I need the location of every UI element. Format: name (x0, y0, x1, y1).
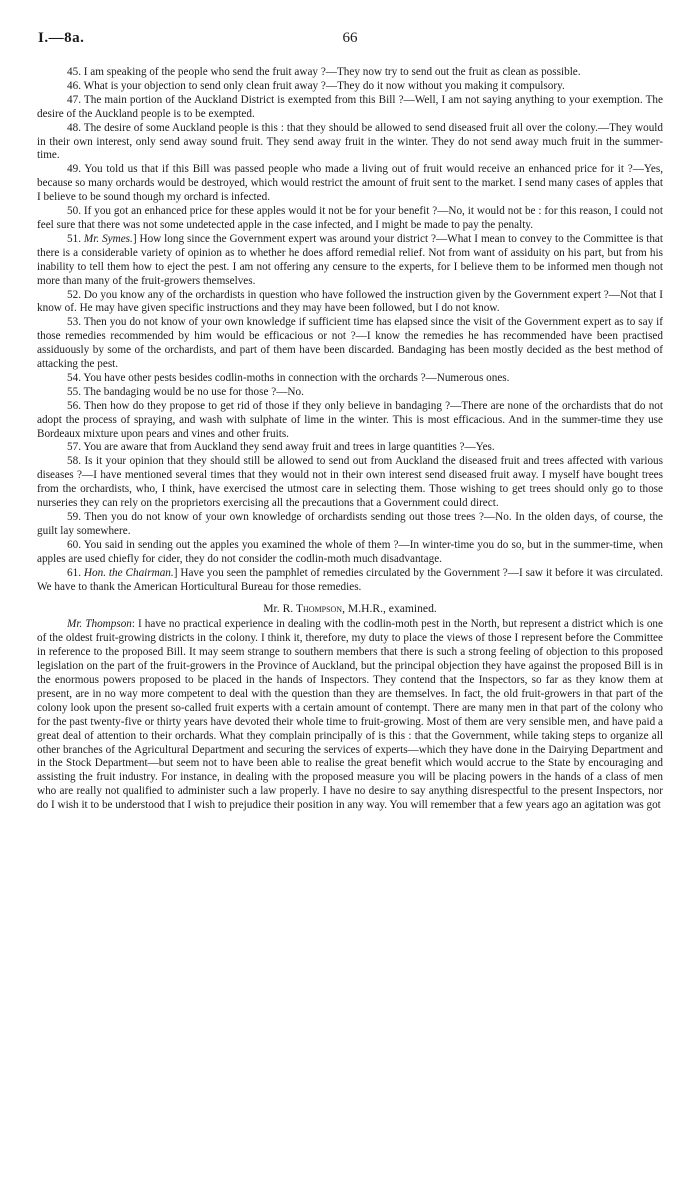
paragraph-55: 55. The bandaging would be no use for those ?—No. (67, 385, 304, 398)
document-body (37, 66, 663, 813)
paragraph-text: ] Have you seen the pamphlet of remedies circulated by the Government ?—I saw it before it was circulated. We have to thank the American Horticultural Bureau for those remedies. (37, 566, 663, 593)
paragraph-48: 48. The desire of some Auckland people is this : that they should be allowed to send diseased fruit all over the colony.—They would in their own interest, only send away sound fruit. They send away fruit in the winter. They do not send away much fruit in the summer-time. (37, 121, 663, 162)
document-reference: I.—8a. (38, 30, 85, 46)
paragraph-57: 57. You are aware that from Auckland they send away fruit and trees in large quantities ?—Yes. (67, 441, 495, 454)
paragraph-46: 46. What is your objection to send only clean fruit away ?—They do it now without you making it compulsory. (67, 79, 565, 92)
question-number: 51. (67, 232, 81, 245)
paragraph-53: 53. Then you do not know of your own knowledge if sufficient time has elapsed since the visit of the Government expert as to say if those remedies recommended by him would be efficacious or not ?—I know the remedies he has recommended have been practised assiduously by some of the orchardists, and part of them have been discarded. Bandaging has been mostly decided as the best method of attacking the pest. (37, 316, 663, 371)
question-number: 61. (67, 566, 81, 579)
section-heading: Mr. R. Thompson, M.H.R., examined. (263, 602, 437, 616)
paragraph-47: 47. The main portion of the Auckland District is exempted from this Bill ?—Well, I am not saying anything to your exemption. The desire of the Auckland people is to be exempted. (37, 93, 663, 120)
paragraph-49: 49. You told us that if this Bill was passed people who made a living out of fruit would receive an enhanced price for it ?—Yes, because so many orchards would be destroyed, which would restrict the amount of fruit sent to the market. I send many cases of apples that I believe to be sound though my orchard is infected. (37, 163, 663, 204)
paragraph-text: ] How long since the Government expert was around your district ?—What I mean to convey to the Committee is that there is a considerable variety of opinion as to whether he does afford remedial relief. Not from want of assiduity on his part, but from his inability to tell them how to eject the pest. I am not offering any censure to the experts, for I believe them to be informed men though not more than many of the fruit-growers themselves. (37, 232, 664, 287)
paragraph-52: 52. Do you know any of the orchardists in question who have followed the instruction given by the Government expert ?—Not that I know of. He may have given specific instructions and they may have been followed, but I do not know. (37, 288, 663, 315)
paragraph-59: 59. Then you do not know of your own knowledge of orchardists sending out those trees ?—No. In the olden days, of course, the guilt lay somewhere. (37, 511, 663, 537)
speaker-name: Mr. Symes. (83, 232, 133, 245)
witness-name: R. Thompson (282, 602, 343, 616)
paragraph-61 (37, 567, 663, 595)
statement-paragraph (37, 618, 663, 813)
paragraph-54: 54. You have other pests besides codlin-moths in connection with the orchards ?—Numerous ones. (67, 371, 510, 384)
paragraph-45: 45. I am speaking of the people who send the fruit away ?—They now try to send out the fruit as clean as possible. (67, 66, 581, 78)
paragraph-50: 50. If you got an enhanced price for these apples would it not be for your benefit ?—No, it would not be : for this reason, I could not feel sure that there was not some undetected apple in the case infected, and I might be made to pay the penalty. (37, 205, 663, 231)
paragraph-text: : I have no practical experience in dealing with the codlin-moth pest in the North, but represent a district which is one of the oldest fruit-growing districts in the colony. I think it, therefore, my duty to place the views of those I represent before the Committee in reference to the proposed Bill. It may seem strange to southern members that there is such a strong feeling of objection to this proposed legislation on the part of the fruit-growers in the Province of Auckland, but the principal objection they have against the proposed Bill is in the enormous powers proposed to be placed in the hands of Inspectors. They contend that the Inspectors, so far as they know them at present, are in no way more competent to deal with the question than they are themselves. In fact, the old fruit-growers in that part of the colony look upon the present so-called fruit experts with a certain amount of contempt. There are many men in that part of the colony who for the past twenty-five or thirty years have devoted their whole time to fruit-growing. Most of them are very sensible men, and have paid a great deal of attention to their orchards. What they complain principally of is this : that the Government, while taking steps to organize all other branches of the Agricultural Department and securing the services of experts—which they have done in the Dairying Department and in the Stock Department—but seem not to have been able to realise the great benefit which would accrue to the State by encouraging and assisting the fruit industry. For instance, in dealing with the proposed measure you will be placing powers in the hands of a class of men who are really not qualified to administer such a law properly. I have no desire to say anything disrespectful to the present Inspectors, nor do I wish it to be understood that I wish to prejudice their position in any way. You will remember that a few years ago an agitation was got (37, 618, 663, 812)
page-header (38, 30, 662, 50)
paragraph-56: 56. Then how do they propose to get rid of those if they only believe in bandaging ?—There are none of the orchardists that do not adopt the process of spraying, and wash with sulphate of lime in the winter. This is most efficacious. And in the summer-time they use Bordeaux mixture upon pears and vines and other fruits. (37, 399, 663, 440)
speaker-name: Hon. the Chairman. (83, 566, 174, 579)
paragraph-51 (37, 233, 663, 289)
speaker-name: Mr. Thompson (67, 618, 132, 631)
paragraph-58: 58. Is it your opinion that they should still be allowed to send out from Auckland the diseased fruit and trees affected with various diseases ?—I have mentioned several times that they would not in their own interest send diseased fruit away. I myself have bought trees from the orchardists, who, I think, have exercised the utmost care in selecting them. Those wishing to get trees should only go to those nurseries they can rely on the proprietors exercising all the precautions that a Government could direct. (37, 455, 663, 510)
paragraph-60: 60. You said in sending out the apples you examined the whole of them ?—In winter-time you do so, but in the summer-time, when apples are used chiefly for cider, they do not consider the codlin-moth much disadvantage. (37, 538, 663, 565)
page-number: 66 (342, 30, 358, 46)
